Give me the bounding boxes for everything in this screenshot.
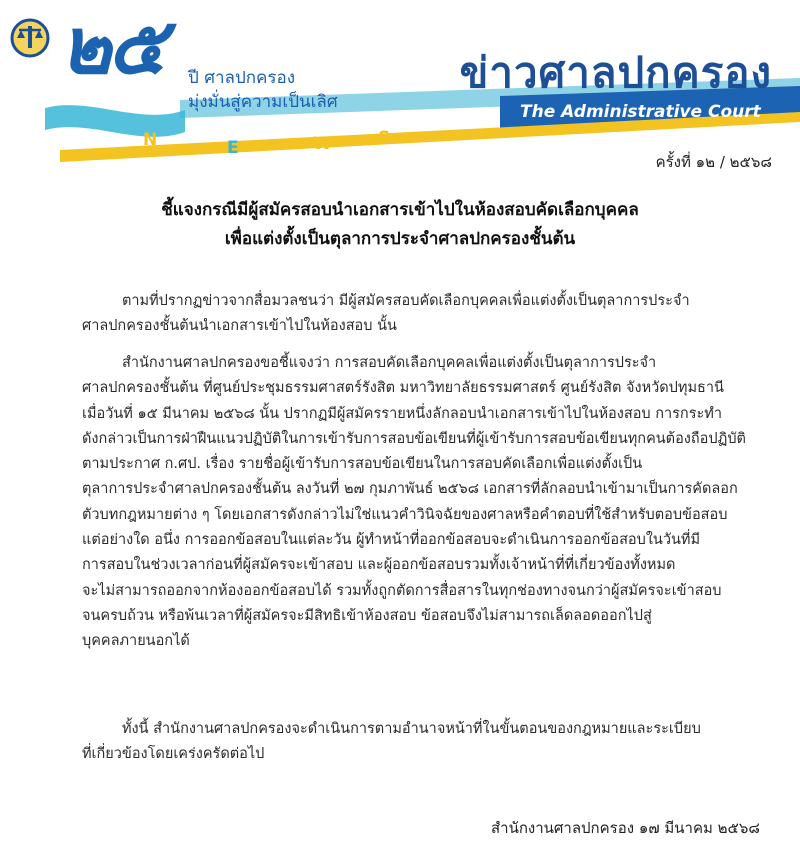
headline — [0, 196, 800, 254]
logo-wave — [45, 105, 185, 137]
paragraph-line: จะไม่สามารถออกจากห้องออกข้อสอบได้ รวมทั้งถูกตัดการสื่อสารในทุกช่องทางจนกว่าผู้สมัครจะเข้าสอบ — [82, 582, 722, 599]
anniversary-logo: ๒๕ — [60, 1, 163, 92]
news-letter-w: W — [313, 134, 332, 154]
headline-line: ชี้แจงกรณีมีผู้สมัครสอบนำเอกสารเข้าไปในห้องสอบคัดเลือกบุคคล — [161, 200, 639, 220]
paragraph-line: ดังกล่าวเป็นการฝ่าฝืนแนวปฏิบัติในการเข้ารับการสอบข้อเขียนที่ผู้เข้ารับการสอบข้อเขียนทุกคนต้องถือปฏิบัติ — [82, 430, 746, 447]
paragraph-line: ศาลปกครองชั้นต้นนำเอกสารเข้าไปในห้องสอบ นั้น — [82, 318, 397, 335]
headline-line: เพื่อแต่งตั้งเป็นตุลาการประจำศาลปกครองชั้นต้น — [224, 229, 576, 249]
paragraph-line: ตามที่ปรากฏข่าวจากสื่อมวลชนว่า มีผู้สมัครสอบคัดเลือกบุคคลเพื่อแต่งตั้งเป็นตุลาการประจำ — [122, 293, 690, 309]
signature-line: สำนักงานศาลปกครอง ๑๗ มีนาคม ๒๕๖๘ — [490, 819, 760, 837]
paragraph-intro — [82, 289, 758, 340]
news-letter-s: S — [378, 128, 391, 148]
paragraph-line: ที่เกี่ยวข้องโดยเคร่งครัดต่อไป — [82, 746, 265, 763]
paragraph-line: แต่อย่างใด อนึ่ง การออกข้อสอบในแต่ละวัน ผู้ทำหน้าที่ออกข้อสอบจะดำเนินการออกข้อสอบในวันที่มี — [82, 532, 701, 549]
publication-title: ข่าวศาลปกครอง — [459, 48, 772, 97]
issue-number: ครั้งที่ ๑๒ / ๒๕๖๘ — [655, 153, 772, 171]
paragraph-line: ทั้งนี้ สำนักงานศาลปกครองจะดำเนินการตามอำนาจหน้าที่ในขั้นตอนของกฎหมายและระเบียบ — [122, 721, 701, 737]
logo-tagline-years: ปี ศาลปกครอง — [188, 68, 296, 88]
paragraph-conclusion — [82, 717, 758, 768]
paragraph-line: ตัวบทกฎหมายต่าง ๆ โดยเอกสารดังกล่าวไม่ใช่แนวคำวินิจฉัยของศาลหรือคำตอบที่ใช้สำหรับตอบข้อสอบ — [82, 506, 728, 523]
news-letter-e: E — [227, 138, 239, 158]
paragraph-line: การสอบในช่วงเวลาก่อนที่ผู้สมัครจะเข้าสอบ และผู้ออกข้อสอบรวมทั้งเจ้าหน้าที่ที่เกี่ยวข้องทั้งหมด — [82, 557, 676, 574]
paragraph-line: เมื่อวันที่ ๑๕ มีนาคม ๒๕๖๘ นั้น ปรากฏมีผู้สมัครรายหนึ่งลักลอบนำเอกสารเข้าไปในห้องสอบ การกระทำ — [82, 405, 722, 422]
court-emblem-icon — [12, 20, 48, 56]
publication-subtitle: The Administrative Court — [520, 102, 761, 122]
paragraph-clarification — [82, 351, 758, 655]
news-letter-n: N — [143, 130, 158, 150]
paragraph-line: จนครบถ้วน หรือพ้นเวลาที่ผู้สมัครจะมีสิทธิเข้าห้องสอบ ข้อสอบจึงไม่สามารถเล็ดลอดออกไปสู่ — [82, 607, 652, 624]
logo-tagline-motto: มุ่งมั่นสู่ความเป็นเลิศ — [188, 92, 338, 112]
paragraph-line: ตามประกาศ ก.ศป. เรื่อง รายชื่อผู้เข้ารับการสอบข้อเขียนในการสอบคัดเลือกเพื่อแต่งตั้งเป็น — [82, 456, 643, 473]
paragraph-line: บุคคลภายนอกได้ — [82, 633, 190, 650]
paragraph-line: ตุลาการประจำศาลปกครองชั้นต้น ลงวันที่ ๒๗ กุมภาพันธ์ ๒๕๖๘ เอกสารที่ลักลอบนำเข้ามาเป็นการคัดลอก — [82, 481, 738, 498]
paragraph-line: ศาลปกครองชั้นต้น ที่ศูนย์ประชุมธรรมศาสตร์รังสิต มหาวิทยาลัยธรรมศาสตร์ ศูนย์รังสิต จังหวัดปทุมธานี — [82, 380, 724, 397]
newsletter-header — [0, 0, 800, 175]
paragraph-line: สำนักงานศาลปกครองขอชี้แจงว่า การสอบคัดเลือกบุคคลเพื่อแต่งตั้งเป็นตุลาการประจำ — [122, 355, 657, 371]
